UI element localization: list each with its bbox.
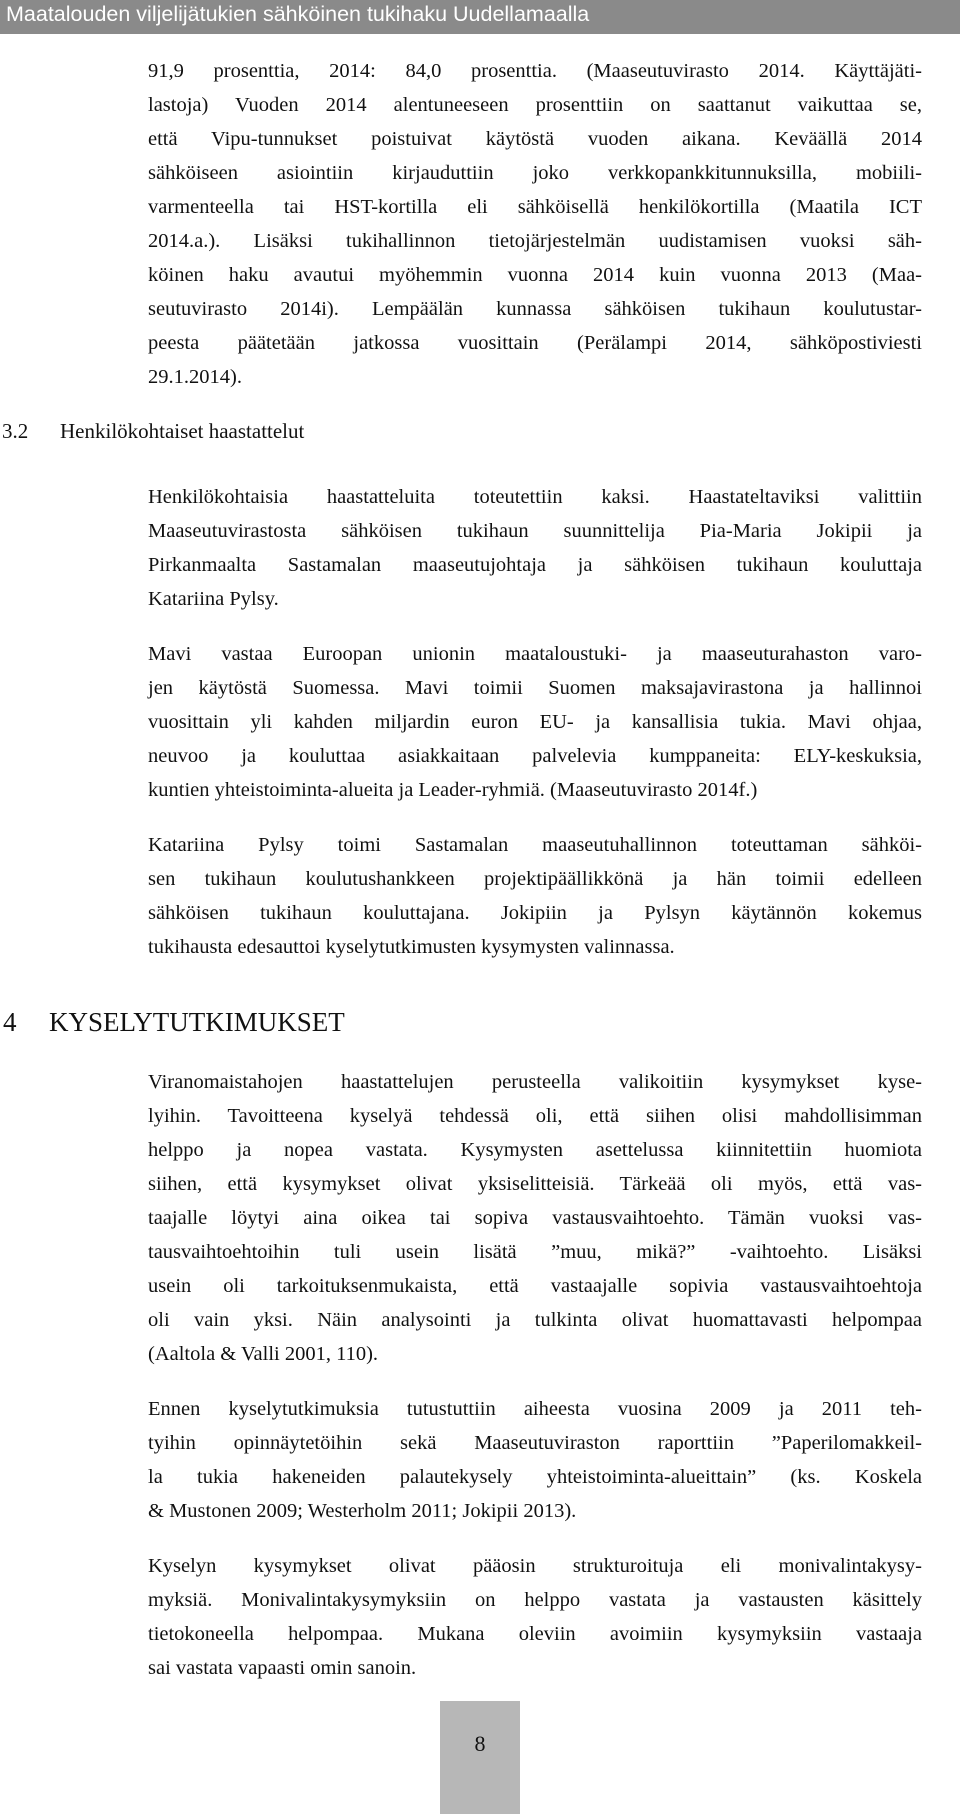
paragraph-line: köinen haku avautui myöhemmin vuonna 2014 kuin vuonna 2013 (Maa- [148, 264, 922, 286]
paragraph-line: Henkilökohtaisia haastatteluita toteutettiin kaksi. Haastateltaviksi valittiin [148, 486, 922, 508]
paragraph-line: sähköisen tukihaun kouluttajana. Jokipiin ja Pylsyn käytännön kokemus [148, 902, 922, 924]
chapter-number: 4 [3, 1007, 17, 1037]
paragraph-line: Katariina Pylsy. [148, 588, 279, 610]
paragraph-line: tietokoneella helpompaa. Mukana oleviin avoimiin kysymyksiin vastaaja [148, 1623, 922, 1645]
paragraph-line: 91,9 prosenttia, 2014: 84,0 prosenttia. (Maaseutuvirasto 2014. Käyttäjäti- [148, 60, 922, 82]
paragraph-line: (Aaltola & Valli 2001, 110). [148, 1343, 379, 1365]
paragraph-line: Katariina Pylsy toimi Sastamalan maaseutuhallinnon toteuttaman sähköi- [148, 834, 922, 856]
paragraph [148, 1065, 922, 1371]
paragraph-line: siihen, että kysymykset olivat yksiselitteisiä. Tärkeää oli myös, että vas- [148, 1173, 922, 1195]
paragraph-line: Viranomaistahojen haastattelujen perusteella valikoitiin kysymykset kyse- [148, 1071, 922, 1093]
paragraph-line: & Mustonen 2009; Westerholm 2011; Jokipii 2013). [148, 1500, 577, 1522]
paragraph-line: 29.1.2014). [148, 366, 242, 388]
paragraph [148, 480, 922, 616]
paragraph-line: varmenteella tai HST-kortilla eli sähköisellä henkilökortilla (Maatila ICT [148, 196, 922, 218]
paragraph-line: Kyselyn kysymykset olivat pääosin strukturoituja eli monivalintakysy- [148, 1555, 922, 1577]
page-number: 8 [474, 1731, 486, 1756]
paragraph-line: Pirkanmaalta Sastamalan maaseutujohtaja ja sähköisen tukihaun kouluttaja [148, 554, 922, 576]
paragraph-line: la tukia hakeneiden palautekysely yhteistoiminta-alueittain” (ks. Koskela [148, 1466, 922, 1488]
chapter-title: KYSELYTUTKIMUKSET [49, 1007, 345, 1037]
paragraph [148, 1549, 922, 1685]
running-header-title: Maatalouden viljelijätukien sähköinen tukihaku Uudellamaalla [6, 2, 590, 26]
paragraph-line: neuvoo ja kouluttaa asiakkaitaan palvelevia kumppaneita: ELY-keskuksia, [148, 745, 922, 767]
paragraph-line: seutuvirasto 2014i). Lempäälän kunnassa sähköisen tukihaun koulutustar- [148, 298, 922, 320]
paragraph-line: peesta päätetään jatkossa vuosittain (Perälampi 2014, sähköpostiviesti [148, 332, 922, 354]
paragraph-line: tyihin opinnäytetöihin sekä Maaseutuviraston raporttiin ”Paperilomakkeil- [148, 1432, 922, 1454]
paragraph-line: myksiä. Monivalintakysymyksiin on helppo vastata ja vastausten käsittely [148, 1589, 922, 1611]
page-number-box [440, 1701, 520, 1814]
paragraph-line: Ennen kyselytutkimuksia tutustuttiin aiheesta vuosina 2009 ja 2011 teh- [148, 1398, 922, 1420]
paragraph [148, 1392, 922, 1528]
intro-paragraph [148, 54, 922, 394]
paragraph-line: vuosittain yli kahden miljardin euron EU- ja kansallisia tukia. Mavi ohjaa, [148, 711, 922, 733]
running-header [0, 0, 960, 34]
paragraph-line: lyihin. Tavoitteena kyselyä tehdessä oli, että siihen olisi mahdollisimman [148, 1105, 922, 1127]
section-title: Henkilökohtaiset haastattelut [60, 419, 305, 443]
paragraph-line: usein oli tarkoituksenmukaista, että vastaajalle sopivia vastausvaihtoehtoja [148, 1275, 922, 1297]
paragraph-line: että Vipu-tunnukset poistuivat käytöstä vuoden aikana. Keväällä 2014 [148, 128, 922, 150]
section-number: 3.2 [2, 419, 29, 443]
paragraph-line: tukihausta edesauttoi kyselytutkimusten kysymysten valinnassa. [148, 936, 675, 958]
paragraph [148, 828, 922, 964]
paragraph-line: helppo ja nopea vastata. Kysymysten asettelussa kiinnitettiin huomiota [148, 1139, 922, 1161]
paragraph-line: sähköiseen asiointiin kirjauduttiin joko verkkopankkitunnuksilla, mobiili- [148, 162, 922, 184]
paragraph-line: lastoja) Vuoden 2014 alentuneeseen prosenttiin on saattanut vaikuttaa se, [148, 94, 922, 116]
paragraph-line: oli vain yksi. Näin analysointi ja tulkinta olivat huomattavasti helpompaa [148, 1309, 922, 1331]
paragraph-line: Mavi vastaa Euroopan unionin maataloustuki- ja maaseuturahaston varo- [148, 643, 922, 665]
paragraph-line: tausvaihtoehtoihin tuli usein lisätä ”muu, mikä?” -vaihtoehto. Lisäksi [148, 1241, 922, 1263]
paragraph-line: kuntien yhteistoiminta-alueita ja Leader-ryhmiä. (Maaseutuvirasto 2014f.) [148, 779, 758, 801]
paragraph-line: taajalle löytyi aina oikea tai sopiva vastausvaihtoehto. Tämän vuoksi vas- [148, 1207, 922, 1229]
paragraph-line: Maaseutuvirastosta sähköisen tukihaun suunnittelija Pia-Maria Jokipii ja [148, 520, 922, 542]
paragraph-line: 2014.a.). Lisäksi tukihallinnon tietojärjestelmän uudistamisen vuoksi säh- [148, 230, 922, 252]
paragraph-line: jen käytöstä Suomessa. Mavi toimii Suomen maksajavirastona ja hallinnoi [148, 677, 922, 699]
paragraph [148, 637, 922, 807]
paragraph-line: sai vastata vapaasti omin sanoin. [148, 1657, 417, 1679]
paragraph-line: sen tukihaun koulutushankkeen projektipäällikkönä ja hän toimii edelleen [148, 868, 922, 890]
